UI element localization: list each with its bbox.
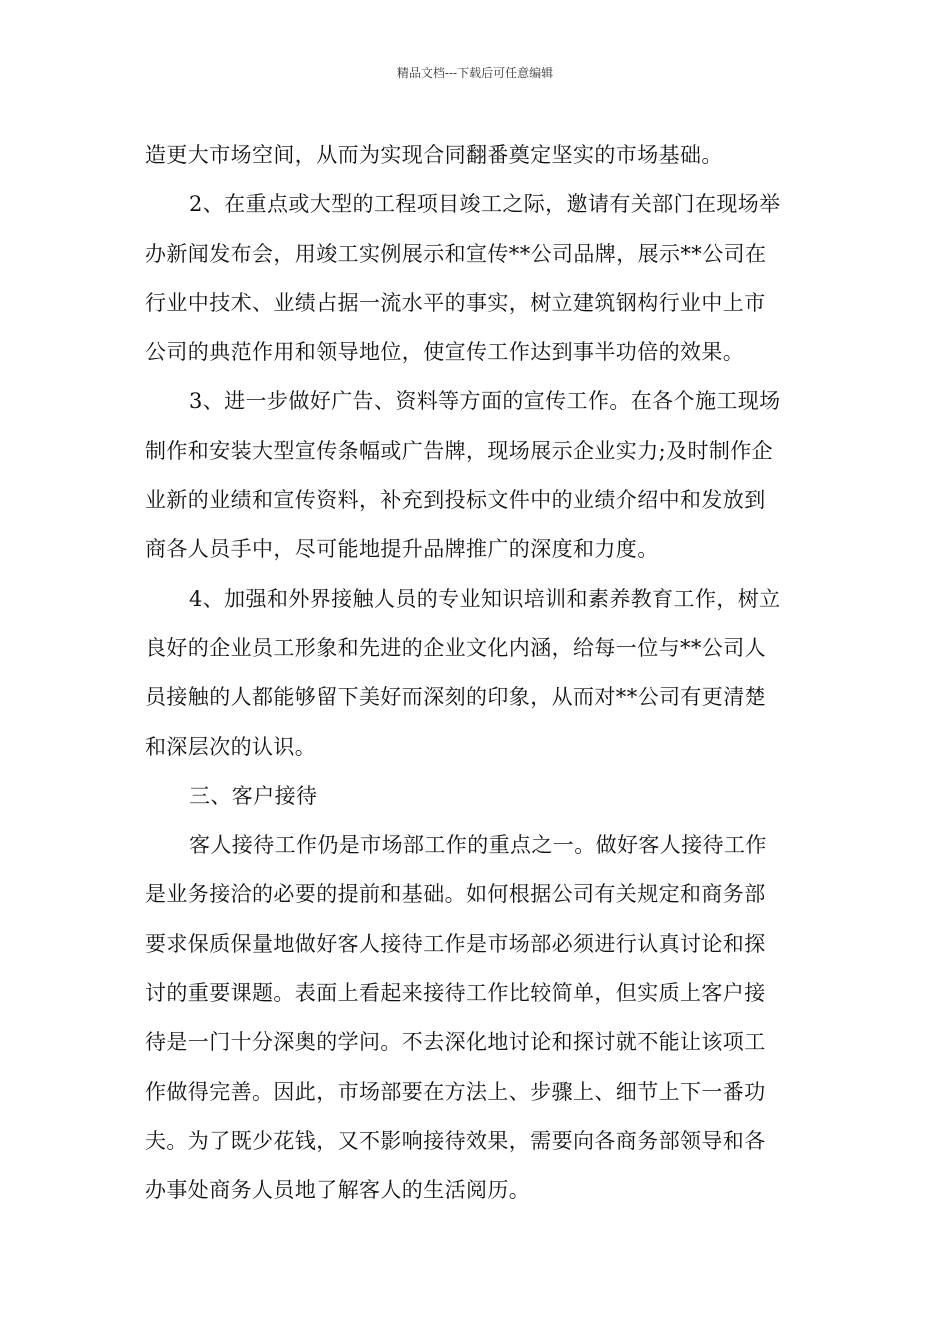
paragraph-start-line: 2、在重点或大型的工程项目竣工之际，邀请有关部门在现场举	[189, 192, 781, 217]
text-line: 要求保质保量地做好客人接待工作是市场部必须进行认真讨论和探	[145, 931, 766, 956]
section-heading: 三、客户接待	[189, 783, 318, 808]
text-line: 是业务接洽的必要的提前和基础。如何根据公司有关规定和商务部	[145, 882, 766, 907]
text-line: 公司的典范作用和领导地位，使宣传工作达到事半功倍的效果。	[145, 340, 745, 365]
text-line: 办事处商务人员地了解客人的生活阅历。	[145, 1178, 531, 1203]
text-line: 造更大市场空间，从而为实现合同翻番奠定坚实的市场基础。	[145, 143, 723, 167]
page-header-watermark: 精品文档---下载后可任意编辑	[396, 66, 554, 80]
text-line: 商各人员手中，尽可能地提升品牌推广的深度和力度。	[145, 537, 659, 562]
text-line: 制作和安装大型宣传条幅或广告牌，现场展示企业实力;及时制作企	[145, 438, 774, 463]
text-line: 良好的企业员工形象和先进的企业文化内涵，给每一位与**公司人	[145, 635, 766, 660]
paragraph-start-line: 3、进一步做好广告、资料等方面的宣传工作。在各个施工现场	[189, 389, 781, 414]
paragraph-start-line: 4、加强和外界接触人员的专业知识培训和素养教育工作，树立	[189, 586, 781, 611]
paragraph-start-line: 客人接待工作仍是市场部工作的重点之一。做好客人接待工作	[189, 833, 767, 858]
text-line: 办新闻发布会，用竣工实例展示和宣传**公司品牌，展示**公司在	[145, 241, 767, 266]
document-body	[145, 131, 810, 1216]
text-line: 员接触的人都能够留下美好而深刻的印象，从而对**公司有更清楚	[145, 685, 766, 710]
text-line: 作做得完善。因此，市场部要在方法上、步骤上、细节上下一番功	[145, 1079, 766, 1104]
text-line: 行业中技术、业绩占据一流水平的事实，树立建筑钢构行业中上市	[145, 290, 766, 315]
text-line: 待是一门十分深奥的学问。不去深化地讨论和探讨就不能让该项工	[145, 1030, 766, 1055]
text-line: 讨的重要课题。表面上看起来接待工作比较简单，但实质上客户接	[145, 981, 766, 1006]
text-line: 业新的业绩和宣传资料，补充到投标文件中的业绩介绍中和发放到	[145, 488, 766, 513]
text-line: 和深层次的认识。	[145, 734, 317, 759]
text-line: 夫。为了既少花钱，又不影响接待效果，需要向各商务部领导和各	[145, 1128, 766, 1153]
